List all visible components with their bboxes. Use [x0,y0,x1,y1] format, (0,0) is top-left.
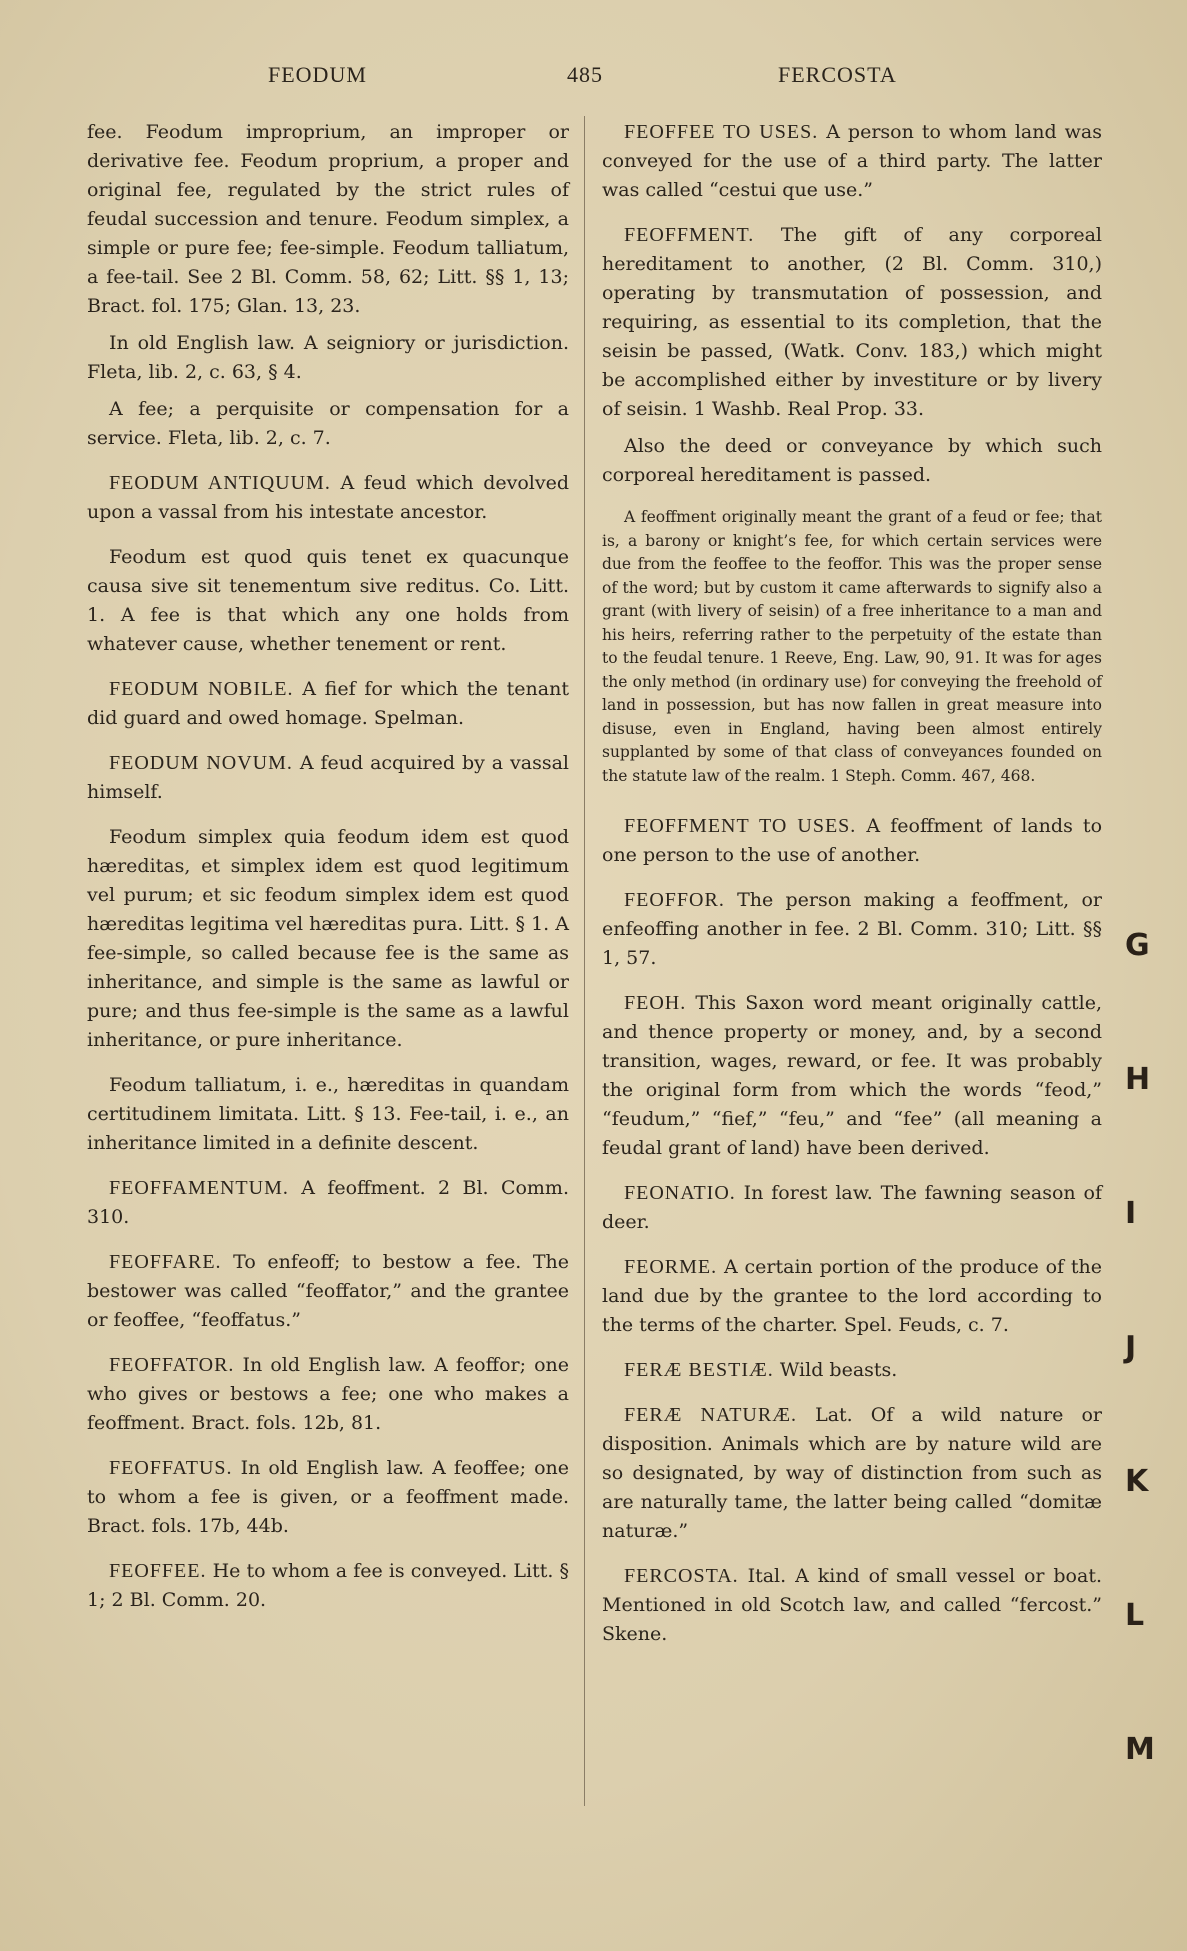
header-left-word: FEODUM [268,62,367,87]
headword: FEOFFMENT. [624,224,755,246]
definition: A feud acquired by a vassal himself. [87,752,569,803]
definition: The person making a feoffment, or enfeoffing another in fee. 2 Bl. Comm. 310; Litt. §§ 1, 57. [602,889,1102,969]
entry [87,329,569,387]
entry [87,469,569,527]
entry [87,395,569,453]
entry [602,989,1102,1163]
definition: Feodum talliatum, i. e., hæreditas in quandam certitudinem limitata. Litt. § 13. Fee-tail, i. e., an inheritance limited in a definite descent. [87,1074,569,1154]
entry [602,1179,1102,1237]
headword: FEOFFATUS. [109,1457,233,1479]
header-right-word: FERCOSTA [778,62,897,87]
definition: In old English law. A feoffor; one who gives or bestows a fee; one who makes a feoffment. Bract. fols. 12b, 81. [87,1354,569,1434]
headword: FEOFFARE. [109,1251,222,1273]
definition: He to whom a fee is conveyed. Litt. § 1; 2 Bl. Comm. 20. [87,1560,569,1611]
definition: The gift of any corporeal hereditament to another, (2 Bl. Comm. 310,) operating by transmutation of possession, and requiring, as essential to its completion, that the seisin be passed, (Watk. Conv. 183,) which might be accomplished either by investiture or by livery of seisin. 1 Washb. Real Prop. 33. [602,224,1103,420]
definition: Wild beasts. [779,1359,898,1381]
thumb-index-letter: K [1125,1464,1149,1499]
headword: FEOFFEE TO USES. [624,121,819,143]
headword: FEODUM ANTIQUUM. [109,472,331,494]
thumb-index-letter: L [1125,1598,1145,1633]
definition: Feodum simplex quia feodum idem est quod hæreditas, et simplex idem est quod legitimum vel purum; et sic feodum simplex idem est quod hæreditas legitima vel hæreditas pura. Litt. § 1. A fee-simple, so called because fee is the same as inheritance, and simple is the same as lawful or pure; and thus fee-simple is the same as a lawful inheritance, or pure inheritance. [87,826,569,1051]
thumb-index-letter: I [1125,1196,1137,1231]
thumb-index-letter: H [1125,1062,1151,1097]
definition: Also the deed or conveyance by which such corporeal hereditament is passed. [602,435,1102,486]
entry [87,543,569,659]
headword: FEORME. [624,1256,718,1278]
entry [602,118,1102,205]
definition: In old English law. A seigniory or jurisdiction. Fleta, lib. 2, c. 63, § 4. [87,332,569,383]
entry [87,1248,569,1335]
definition: A fee; a perquisite or compensation for a service. Fleta, lib. 2, c. 7. [87,398,569,449]
running-header [0,62,1187,92]
entry [602,1356,1102,1385]
thumb-index-letter: J [1125,1330,1137,1365]
headword: FEODUM NOVUM. [109,752,293,774]
entry [602,812,1102,870]
entry [87,749,569,807]
entry [602,1253,1102,1340]
entry [87,1454,569,1541]
entry [87,675,569,733]
headword: FEOFFMENT TO USES. [624,815,857,837]
definition: In old English law. A feoffee; one to whom a fee is given, or a feoffment made. Bract. fols. 17b, 44b. [87,1457,569,1537]
fine-print-note [602,506,1102,788]
headword: FERCOSTA. [624,1565,739,1587]
entry [602,221,1102,424]
entry [87,823,569,1055]
definition: Lat. Of a wild nature or disposition. Animals which are by nature wild are so designated, by way of distinction from such as are naturally tame, the latter being called “domitæ naturæ.” [602,1404,1103,1542]
headword: FEODUM NOBILE. [109,678,294,700]
definition: A fief for which the tenant did guard and owed homage. Spelman. [87,678,569,729]
entry [602,1401,1102,1546]
entry [87,1071,569,1158]
entry [602,432,1102,490]
entry [602,1562,1102,1649]
headword: FEOFFAMENTUM. [109,1177,289,1199]
definition: A feoffment of lands to one person to the use of another. [602,815,1103,866]
right-column [602,118,1102,1665]
headword: FEONATIO. [624,1182,736,1204]
thumb-index-letter: M [1125,1732,1155,1767]
definition: fee. Feodum improprium, an improper or derivative fee. Feodum proprium, a proper and original fee, regulated by the strict rules of feudal succession and tenure. Feodum simplex, a simple or pure fee; fee-simple. Feodum talliatum, a fee-tail. See 2 Bl. Comm. 58, 62; Litt. §§ 1, 13; Bract. fol. 175; Glan. 13, 23. [87,121,569,317]
entry [87,1351,569,1438]
headword: FEOFFATOR. [109,1354,235,1376]
thumb-index-letter: G [1125,928,1150,963]
definition: A feoffment. 2 Bl. Comm. 310. [87,1177,569,1228]
left-column [87,118,569,1631]
headword: FERÆ BESTIÆ. [624,1359,774,1381]
entry [87,118,569,321]
entry [602,886,1102,973]
page-number: 485 [567,62,603,87]
definition: A certain portion of the produce of the land due by the grantee to the lord according to the terms of the charter. Spel. Feuds, c. 7. [602,1256,1102,1336]
definition: This Saxon word meant originally cattle, and thence property or money, and, by a second transition, wages, reward, or fee. It was probably the original form from which the words “feod,” “feudum,” “fief,” “feu,” and “fee” (all meaning a feudal grant of land) have been derived. [602,992,1102,1159]
headword: FEOH. [624,992,687,1014]
definition: A feoffment originally meant the grant of a feud or fee; that is, a barony or knight’s fee, for which certain services were due from the feoffee to the feoffor. This was the proper sense of the word; but by custom it came afterwards to signify also a grant (with livery of seisin) of a free inheritance to a man and his heirs, referring rather to the perpetuity of the estate than to the feudal tenure. 1 Reeve, Eng. Law, 90, 91. It was for ages the only method (in ordinary use) for conveying the freehold of land in possession, but has now fallen in great measure into disuse, even in England, having been almost entirely supplanted by some of that class of conveyances founded on the statute law of the realm. 1 Steph. Comm. 467, 468. [602,508,1102,785]
definition: Ital. A kind of small vessel or boat. Mentioned in old Scotch law, and called “fercost.” Skene. [602,1565,1103,1645]
definition: A feud which devolved upon a vassal from his intestate ancestor. [87,472,569,523]
entry [87,1174,569,1232]
headword: FEOFFOR. [624,889,725,911]
definition: In forest law. The fawning season of deer. [602,1182,1102,1233]
headword: FERÆ NATURÆ. [624,1404,797,1426]
definition: A person to whom land was conveyed for the use of a third party. The latter was called “cestui que use.” [602,121,1102,201]
entry [87,1557,569,1615]
definition: To enfeoff; to bestow a fee. The bestower was called “feoffator,” and the grantee or feoffee, “feoffatus.” [87,1251,569,1331]
definition: Feodum est quod quis tenet ex quacunque causa sive sit tenementum sive reditus. Co. Litt. 1. A fee is that which any one holds from whatever cause, whether tenement or rent. [87,546,569,655]
headword: FEOFFEE. [109,1560,207,1582]
column-divider [584,116,585,1806]
